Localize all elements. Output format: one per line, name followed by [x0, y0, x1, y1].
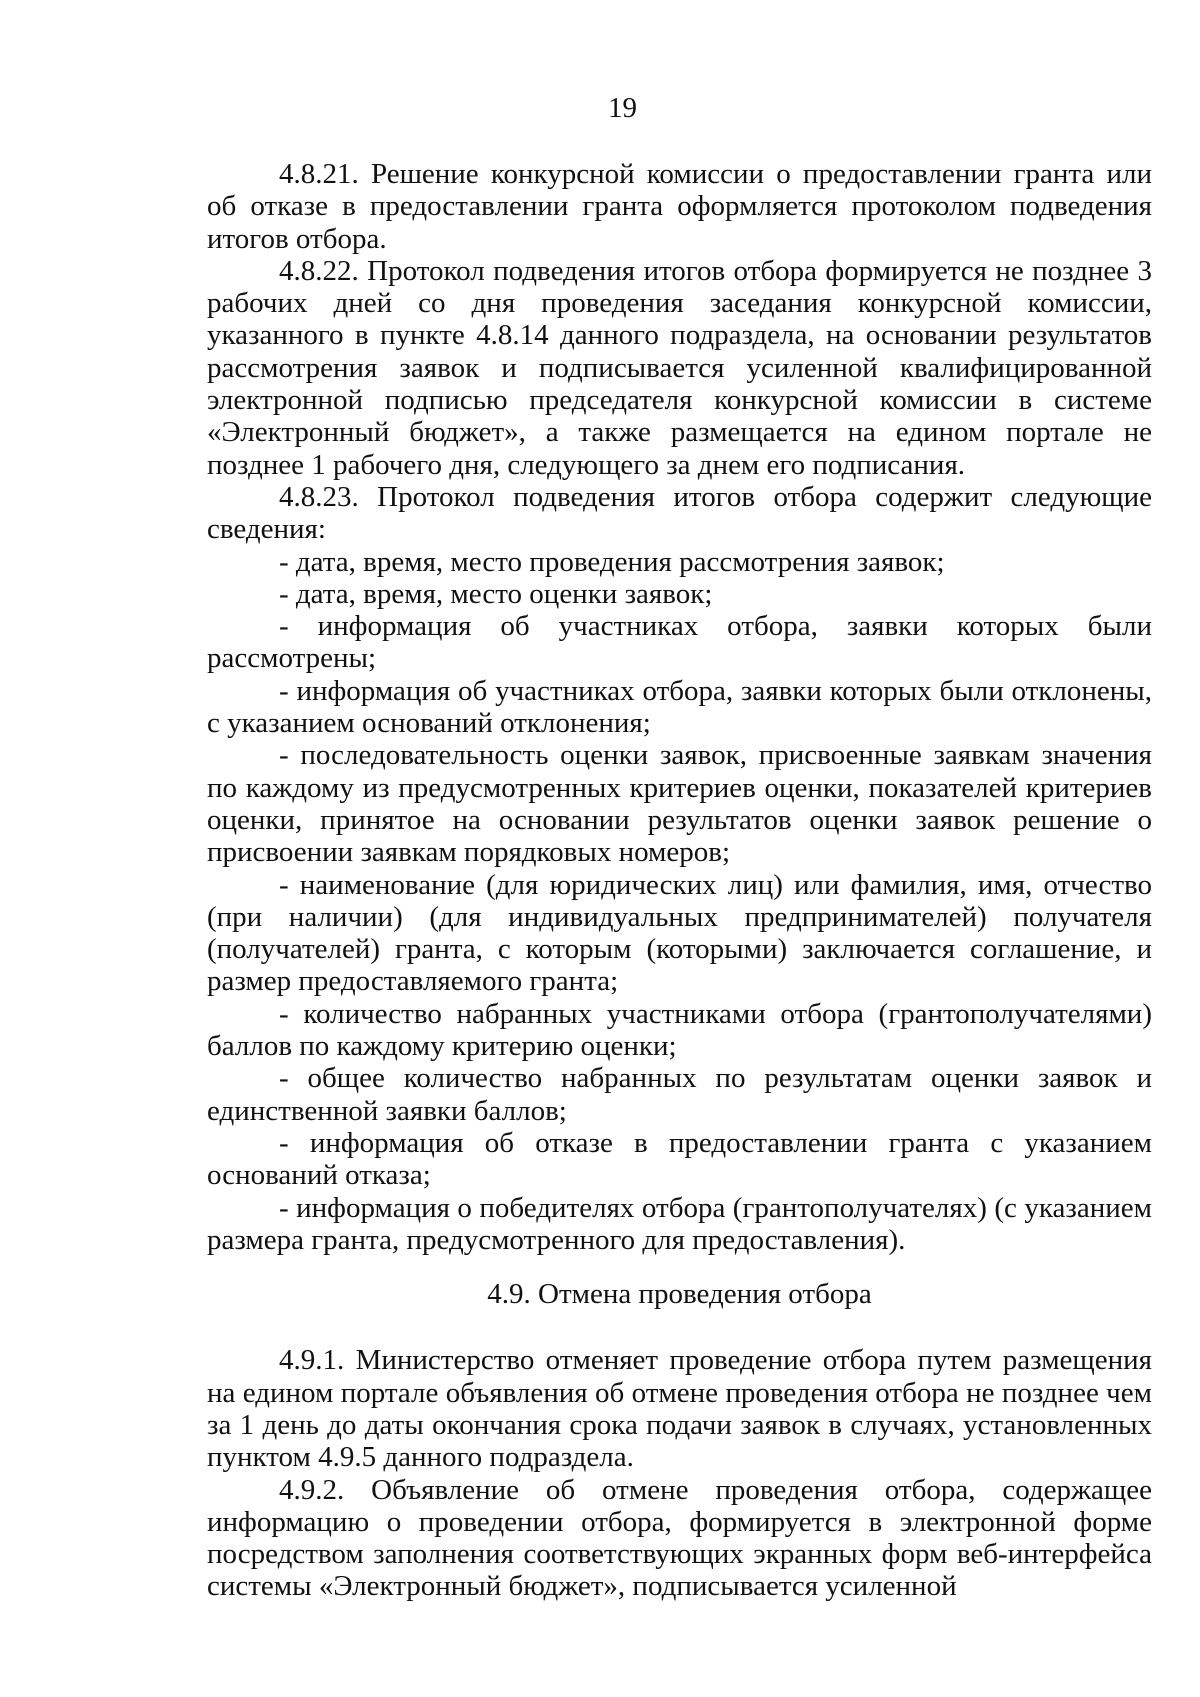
- paragraph: 4.8.23. Протокол подведения итогов отбора содержит следующие сведения:: [207, 480, 1152, 546]
- paragraph: - информация об отказе в предоставлении гранта с указанием оснований отказа;: [207, 1126, 1152, 1192]
- paragraph: - дата, время, место оценки заявок;: [279, 577, 713, 610]
- paragraph: - информация об участниках отбора, заявки которых были отклонены, с указанием оснований отклонения;: [207, 674, 1152, 740]
- paragraph: - последовательность оценки заявок, присвоенные заявкам значения по каждому из предусмотренных критериев оценки, показателей критериев оценки, принятое на основании результатов оценки заявок решение о присвоении заявкам порядковых номеров;: [207, 739, 1152, 869]
- paragraph: 4.9.2. Объявление об отмене проведения отбора, содержащее информацию о проведении отбора, формируется в электронной форме посредством заполнения соответствующих экранных форм веб-интерфейса системы «Электронный бюджет», подписывается усиленной: [207, 1473, 1152, 1603]
- paragraph: - наименование (для юридических лиц) или фамилия, имя, отчество (при наличии) (для индивидуальных предпринимателей) получателя (получателей) гранта, с которым (которыми) заключается соглашение, и размер предоставляемого гранта;: [207, 868, 1152, 998]
- paragraph: - информация об участниках отбора, заявки которых были рассмотрены;: [207, 610, 1152, 675]
- page-number: 19: [608, 92, 637, 124]
- paragraph: - дата, время, место проведения рассмотрения заявок;: [279, 545, 945, 578]
- document-body: [207, 158, 1152, 1603]
- paragraph: 4.8.21. Решение конкурсной комиссии о предоставлении гранта или об отказе в предоставлении гранта оформляется протоколом подведения итогов отбора.: [207, 158, 1152, 255]
- paragraph: 4.8.22. Протокол подведения итогов отбора формируется не позднее 3 рабочих дней со дня проведения заседания конкурсной комиссии, указанного в пункте 4.8.14 данного подраздела, на основании результатов рассмотрения заявок и подписывается усиленной квалифицированной электронной подписью председателя конкурсной комиссии в системе «Электронный бюджет», а также размещается на едином портале не позднее 1 рабочего дня, следующего за днем его подписания.: [207, 254, 1152, 481]
- paragraph: 4.9.1. Министерство отменяет проведение отбора путем размещения на едином портале объявления об отмене проведения отбора не позднее чем за 1 день до даты окончания срока подачи заявок в случаях, установленных пунктом 4.9.5 данного подраздела.: [207, 1344, 1152, 1474]
- paragraph: - общее количество набранных по результатам оценки заявок и единственной заявки баллов;: [207, 1062, 1152, 1127]
- paragraph: - количество набранных участниками отбора (грантополучателями) баллов по каждому критерию оценки;: [207, 997, 1152, 1063]
- paragraph: - информация о победителях отбора (грантополучателях) (с указанием размера гранта, предусмотренного для предоставления).: [207, 1191, 1152, 1256]
- section-heading: 4.9. Отмена проведения отбора: [487, 1278, 872, 1311]
